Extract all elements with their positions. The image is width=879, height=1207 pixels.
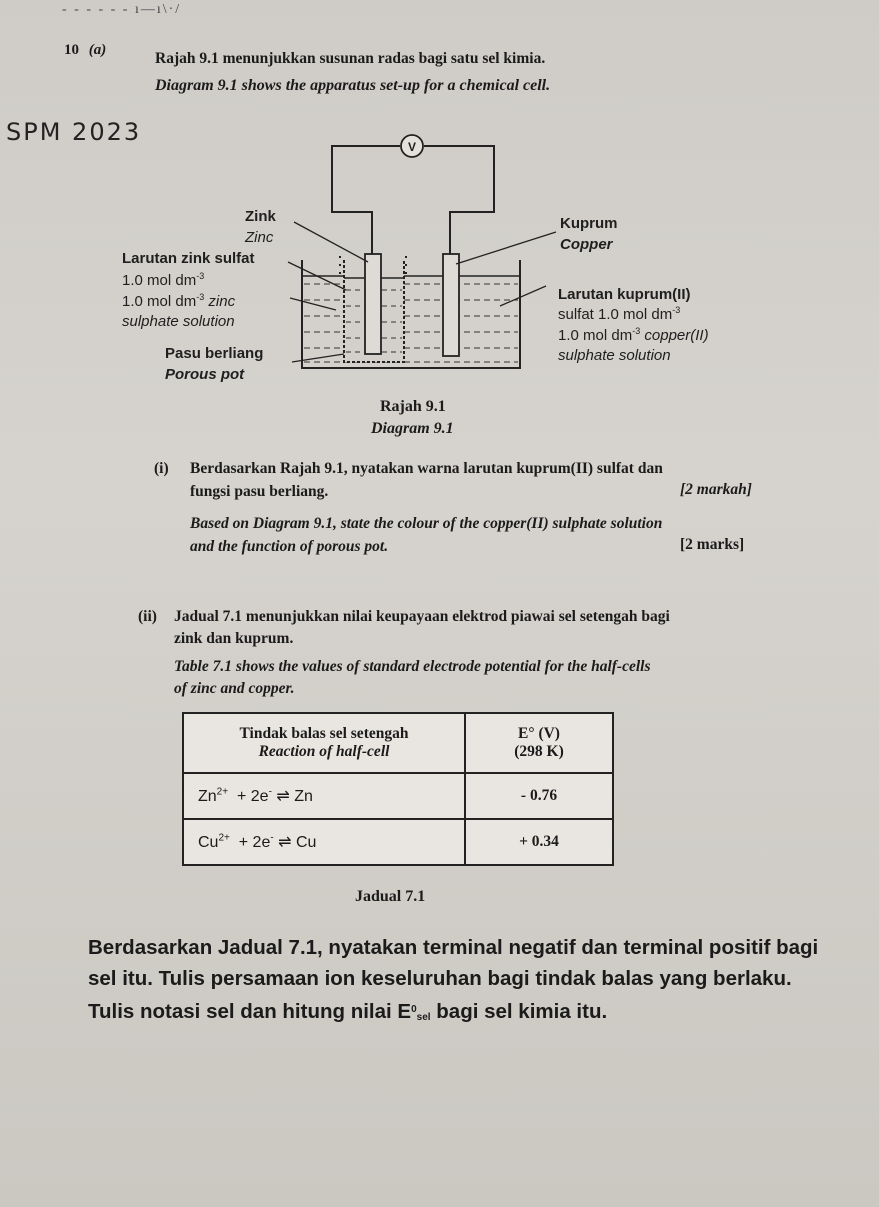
label-copper-solution-ms: Larutan kuprum(II)	[558, 286, 691, 303]
table-cell-potential: - 0.76	[465, 773, 613, 819]
instruction-line-2: sel itu. Tulis persamaan ion keseluruhan bagi tindak balas yang berlaku.	[88, 967, 792, 990]
zinc-electrode	[365, 254, 381, 354]
diagram-caption-en: Diagram 9.1	[371, 420, 454, 437]
part-i-marks-ms: [2 markah]	[680, 481, 752, 498]
table-cell-reaction: $Cu^{2+} + 2e^-$ ⇌ Cu	[183, 819, 465, 865]
label-copper-ms: Kuprum	[560, 215, 618, 232]
label-zinc-solution-en: sulphate solution	[122, 313, 235, 330]
label-copper-solution-conc-ms: sulfat 1.0 mol $dm^{-3}$	[558, 305, 681, 323]
label-copper-solution-conc-en: 1.0 mol $dm^{-3}$ copper(II)	[558, 326, 709, 344]
voltmeter-symbol: V	[407, 140, 417, 154]
label-copper-solution-en: sulphate solution	[558, 347, 671, 364]
label-porous-pot-en: Porous pot	[165, 366, 245, 383]
table-caption: Jadual 7.1	[355, 888, 426, 905]
table-cell-potential: + 0.34	[465, 819, 613, 865]
label-porous-pot-ms: Pasu berliang	[165, 345, 264, 362]
intro-malay: Rajah 9.1 menunjukkan susunan radas bagi satu sel kimia.	[155, 50, 546, 67]
label-zinc-solution-conc-en: 1.0 mol $dm^{-3}$ zinc	[122, 292, 236, 310]
part-i-text-ms-1: Berdasarkan Rajah 9.1, nyatakan warna larutan kuprum(II) sulfat dan	[190, 460, 663, 477]
half-cell-table	[182, 712, 614, 866]
part-ii-text-en-2: of zinc and copper.	[174, 680, 295, 697]
instruction-line-3: Tulis notasi sel dan hitung nilai $E^0_{sel}$ bagi sel kimia itu.	[88, 1000, 608, 1023]
part-ii-label: (ii)	[138, 608, 157, 625]
instruction-line-1: Berdasarkan Jadual 7.1, nyatakan terminal negatif dan terminal positif bagi	[88, 936, 819, 959]
part-ii-text-en-1: Table 7.1 shows the values of standard electrode potential for the half-cells	[174, 658, 651, 675]
copper-sulphate-solution	[304, 284, 518, 362]
question-number-value: 10	[64, 42, 79, 58]
question-number	[64, 42, 106, 59]
label-zinc-ms: Zink	[245, 208, 276, 225]
diagram-caption-ms: Rajah 9.1	[380, 398, 446, 415]
label-zinc-solution-ms: Larutan zink sulfat	[122, 250, 255, 267]
voltmeter	[401, 135, 423, 157]
circuit-wire	[332, 146, 494, 268]
table-header-row	[183, 713, 613, 773]
table-header-reaction: Tindak balas sel setengah Reaction of half-cell	[183, 713, 465, 773]
table-row	[183, 819, 613, 865]
label-zinc-solution-conc-ms: 1.0 mol $dm^{-3}$	[122, 271, 205, 289]
handwritten-note: SPM 2023	[6, 118, 142, 146]
part-i-label: (i)	[154, 460, 169, 477]
top-scribble: - - - - - - ı—ı\·/	[62, 2, 182, 17]
table-header-potential: E° (V) (298 K)	[465, 713, 613, 773]
label-zinc-en: Zinc	[245, 229, 274, 246]
part-i-text-en-1: Based on Diagram 9.1, state the colour of the copper(II) sulphate solution	[190, 515, 663, 532]
table-row	[183, 773, 613, 819]
intro-english: Diagram 9.1 shows the apparatus set-up for a chemical cell.	[155, 77, 551, 94]
part-i-marks-en: [2 marks]	[680, 536, 745, 553]
table-cell-reaction: $Zn^{2+} + 2e^-$ ⇌ Zn	[183, 773, 465, 819]
part-ii-text-ms-2: zink dan kuprum.	[174, 630, 294, 647]
part-i-text-ms-2: fungsi pasu berliang.	[190, 483, 329, 500]
part-i-text-en-2: and the function of porous pot.	[190, 538, 389, 555]
question-part: (a)	[88, 42, 107, 58]
part-ii-text-ms-1: Jadual 7.1 menunjukkan nilai keupayaan elektrod piawai sel setengah bagi	[174, 608, 670, 625]
copper-electrode	[443, 254, 459, 356]
label-copper-en: Copper	[560, 236, 613, 253]
label-pointers	[288, 222, 556, 362]
